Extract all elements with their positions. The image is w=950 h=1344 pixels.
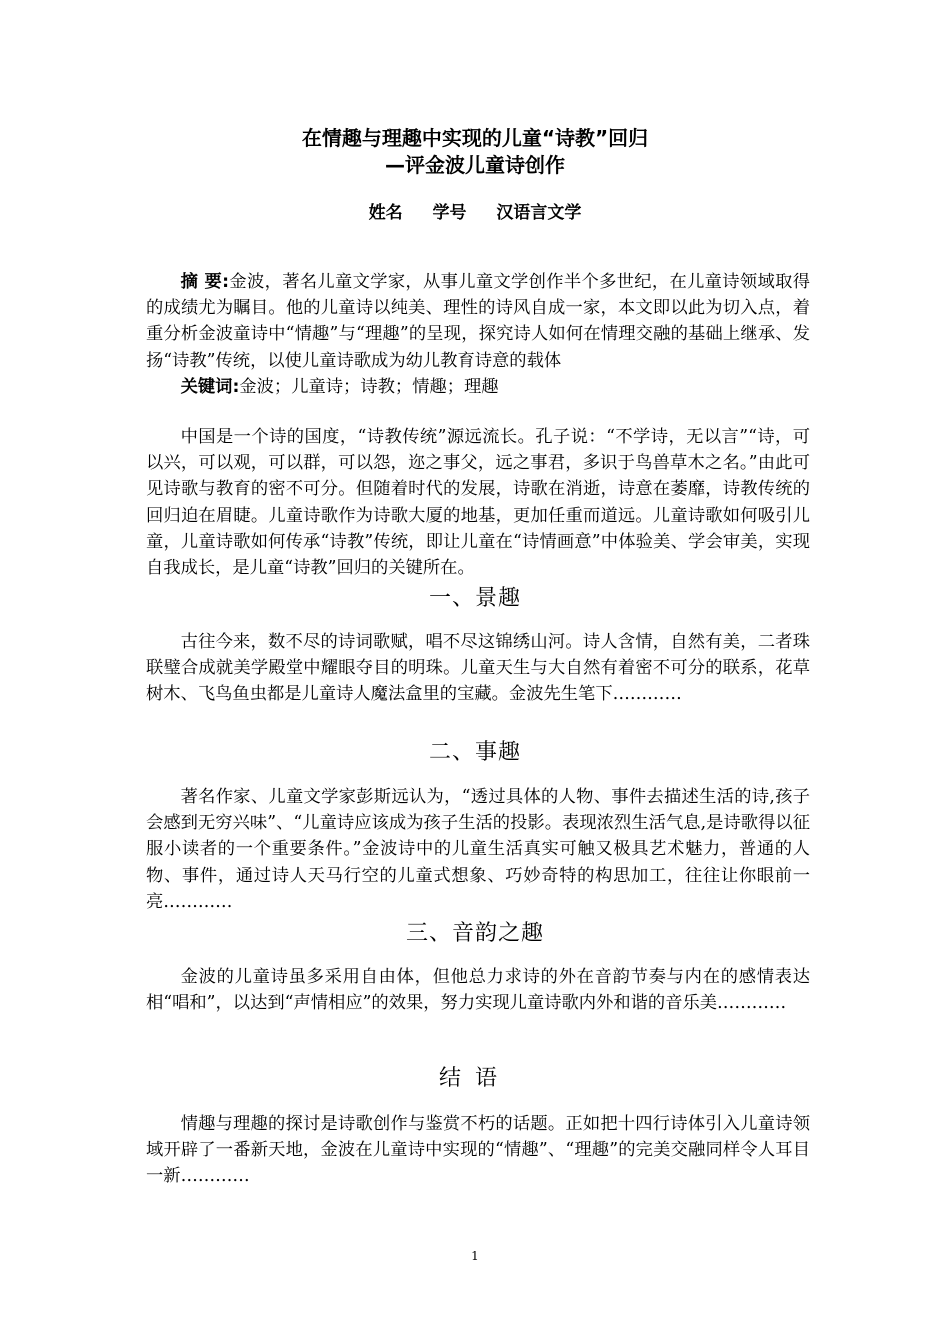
abstract-text: 金波，著名儿童文学家，从事儿童文学创作半个多世纪，在儿童诗领域取得的成绩尤为瞩目。他的儿童诗以纯美、理性的诗风自成一家，本文即以此为切入点，着重分析金波童诗中“情趣”与“理趣”的呈现，探究诗人如何在情理交融的基础上继承、发扬“诗教”传统，以使儿童诗歌成为幼儿教育诗意的载体 <box>146 272 810 371</box>
keywords-text: 金波；儿童诗；诗教；情趣；理趣 <box>239 377 499 397</box>
section-heading-3: 三、音韵之趣 <box>405 921 544 946</box>
author-line <box>0 200 950 226</box>
major: 汉语言文学 <box>496 203 582 223</box>
page-number: 1 <box>471 1249 479 1263</box>
section-paragraph-1: 古往今来，数不尽的诗词歌赋，唱不尽这锦绣山河。诗人含情，自然有美，二者珠联璧合成就美学殿堂中耀眼夺目的明珠。儿童天生与大自然有着密不可分的联系，花草树木、飞鸟鱼虫都是儿童诗人魔法盒里的宝藏。金波先生笔下………… <box>146 632 810 705</box>
conclusion-paragraph: 情趣与理趣的探讨是诗歌创作与鉴赏不朽的话题。正如把十四行诗体引入儿童诗领域开辟了一番新天地，金波在儿童诗中实现的“情趣”、“理趣”的完美交融同样令人耳目一新………… <box>146 1114 810 1187</box>
section-paragraph-3: 金波的儿童诗虽多采用自由体，但他总力求诗的外在音韵节奏与内在的感情表达相“唱和”，以达到“声情相应”的效果，努力实现儿童诗歌内外和谐的音乐美………… <box>146 967 810 1014</box>
abstract-label: 摘 要: <box>180 272 230 292</box>
section-heading-1: 一、景趣 <box>428 586 521 611</box>
keywords-label: 关键词: <box>180 377 240 397</box>
student-id: 学号 <box>432 203 467 223</box>
intro-paragraph: 中国是一个诗的国度，“诗教传统”源远流长。孔子说：“不学诗，无以言”“诗，可以兴，可以观，可以群，可以怨，迩之事父，远之事君，多识于鸟兽草木之名。”由此可见诗歌与教育的密不可分。但随着时代的发展，诗歌在消逝，诗意在萎靡，诗教传统的回归迫在眉睫。儿童诗歌作为诗歌大厦的地基，更加任重而道远。儿童诗歌如何吸引儿童，儿童诗歌如何传承“诗教”传统，即让儿童在“诗情画意”中体验美、学会审美，实现自我成长，是儿童“诗教”回归的关键所在。 <box>146 427 810 579</box>
conclusion-heading: 结语 <box>438 1066 511 1091</box>
abstract <box>146 269 810 374</box>
section-heading-2: 二、事趣 <box>428 740 521 765</box>
title-line-1: 在情趣与理趣中实现的儿童“诗教”回归 <box>301 126 649 150</box>
keywords <box>146 374 810 400</box>
title-line-2: —评金波儿童诗创作 <box>385 153 565 177</box>
author-name: 姓名 <box>368 203 403 223</box>
section-paragraph-2: 著名作家、儿童文学家彭斯远认为，“透过具体的人物、事件去描述生活的诗,孩子会感到无穷兴味”、“儿童诗应该成为孩子生活的投影。表现浓烈生活气息,是诗歌得以征服小读者的一个重要条件。”金波诗中的儿童生活真实可触又极具艺术魅力，普通的人物、事件，通过诗人天马行空的儿童式想象、巧妙奇特的构思加工，往往让你眼前一亮………… <box>146 787 810 912</box>
